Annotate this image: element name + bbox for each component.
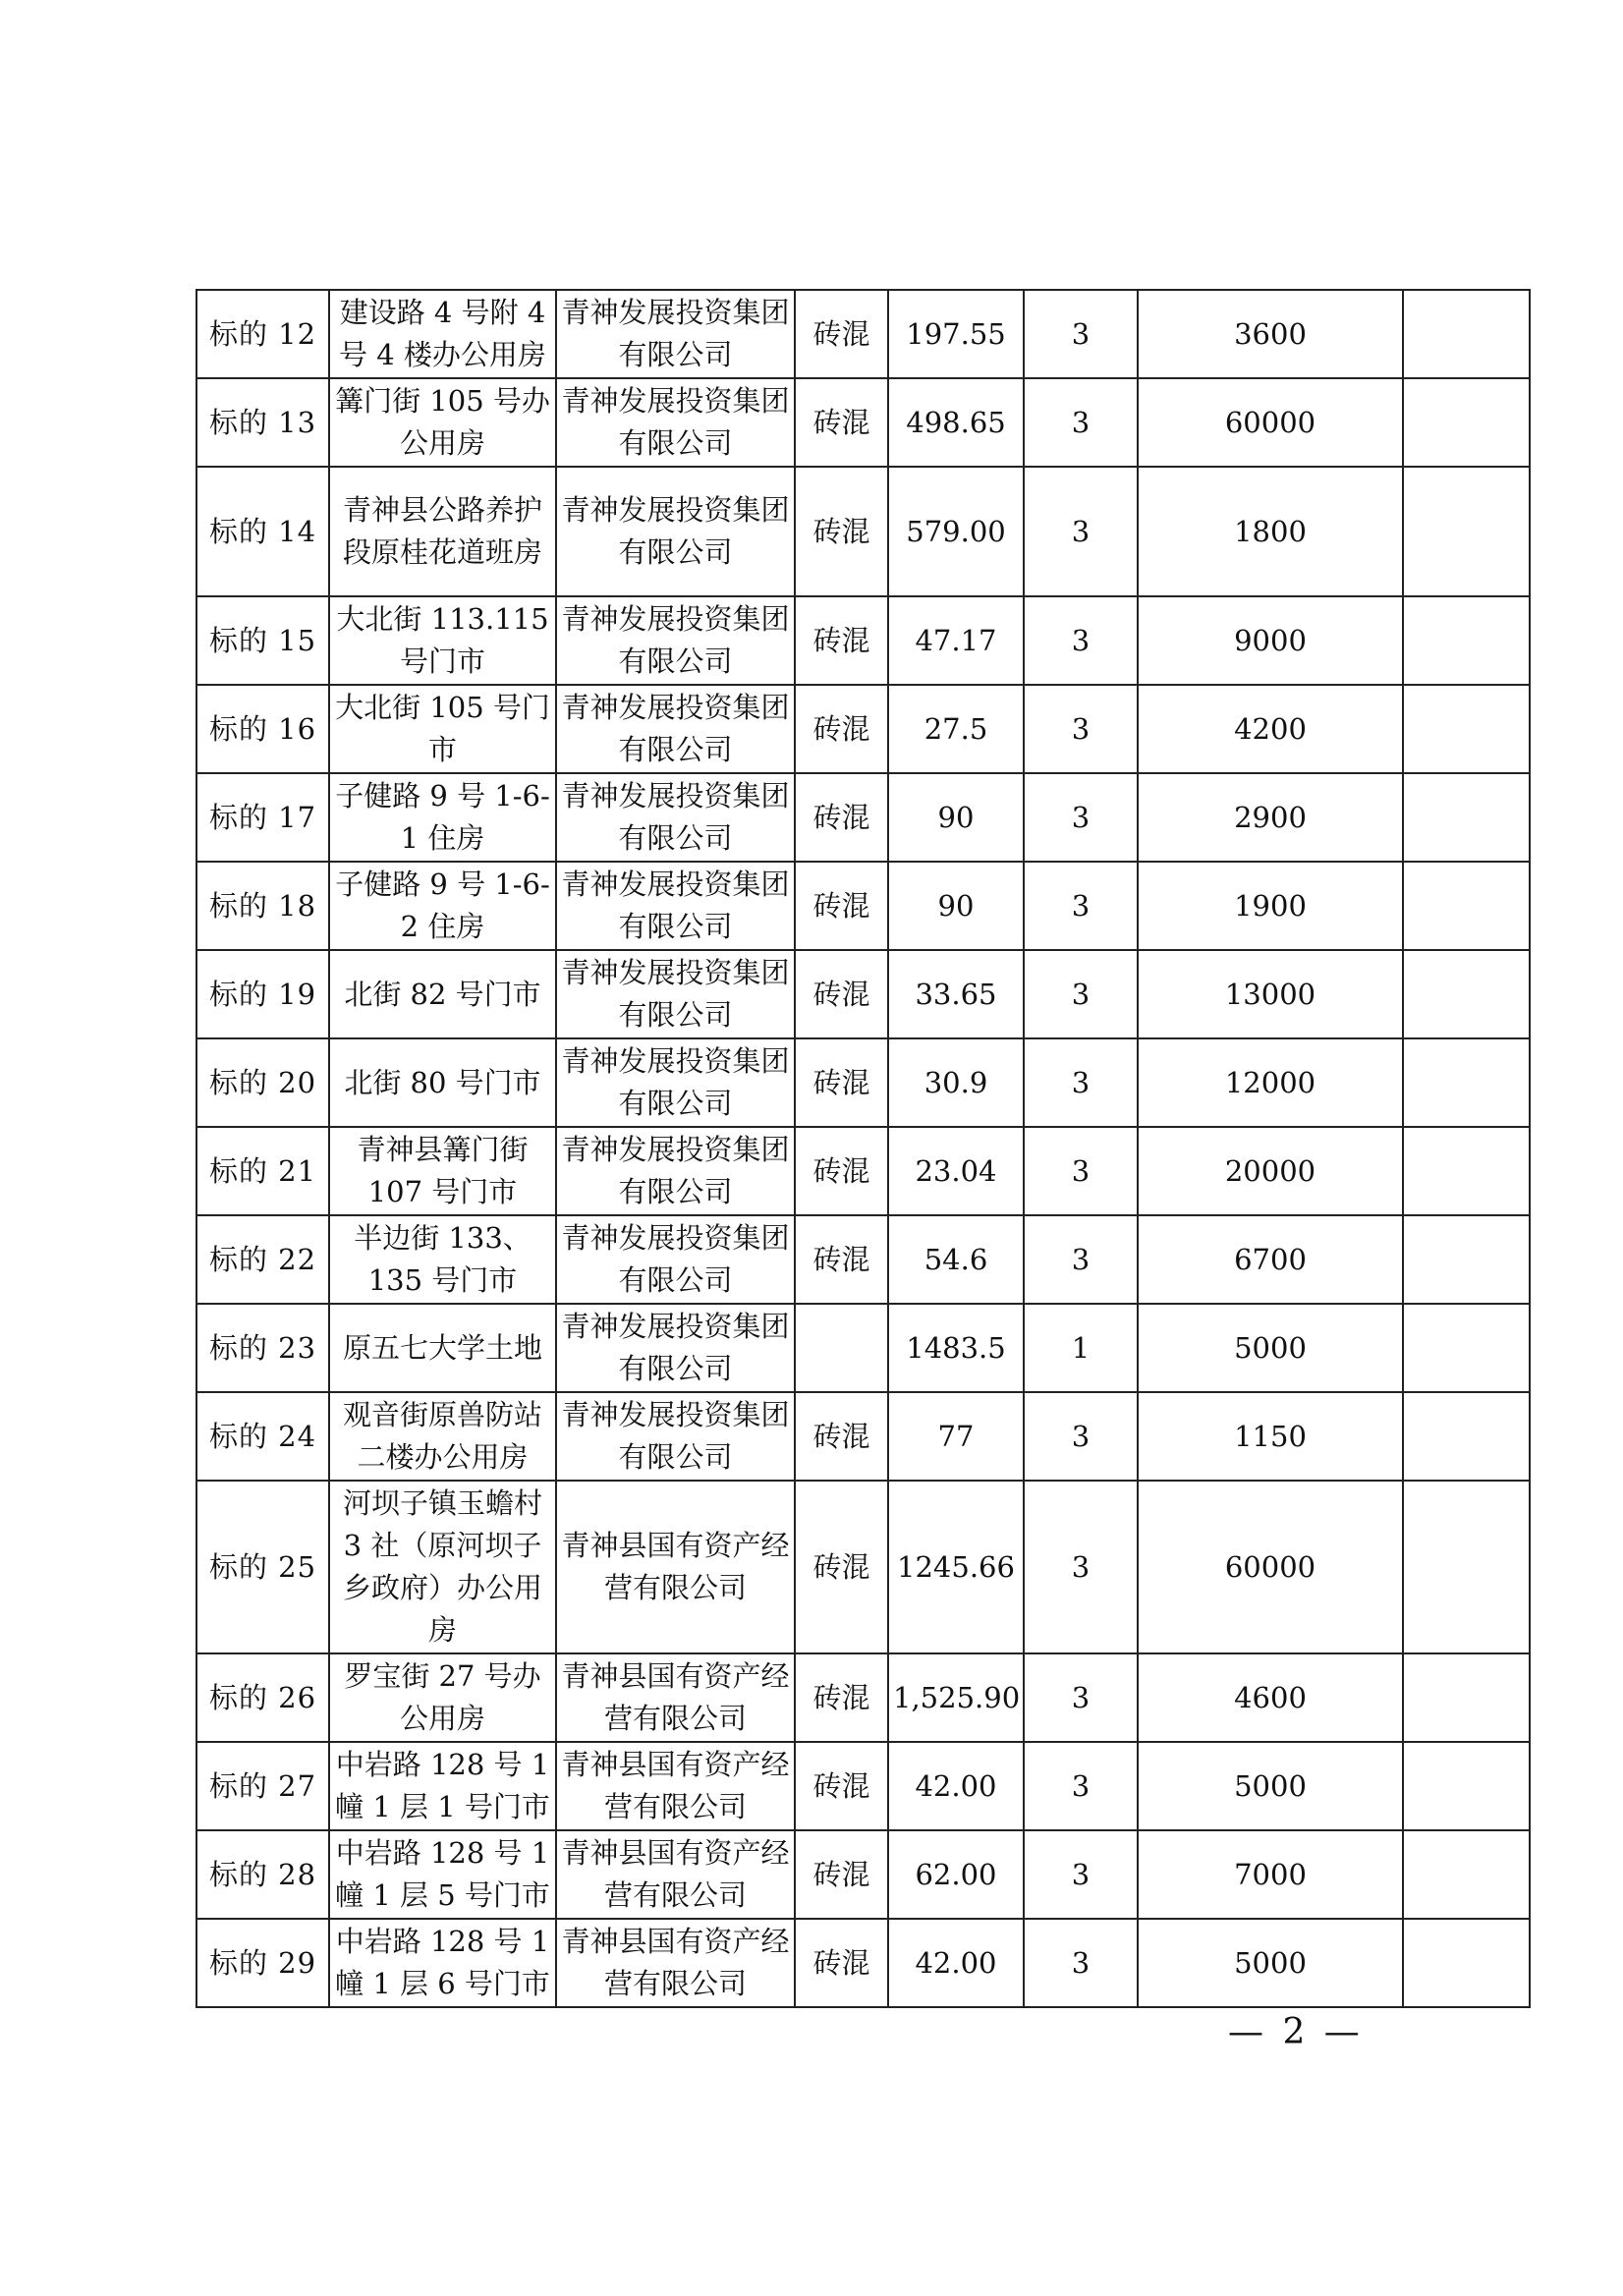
cell-years: 3: [1024, 950, 1138, 1038]
cell-owner: 青神发展投资集团有限公司: [556, 290, 795, 378]
table-row: [196, 1215, 1530, 1304]
cell-address: 中岩路 128 号 1 幢 1 层 1 号门市: [329, 1742, 556, 1830]
cell-area: 579.00: [888, 467, 1024, 596]
table-row: [196, 1481, 1530, 1653]
cell-owner: 青神发展投资集团有限公司: [556, 773, 795, 862]
cell-id: 标的 22: [196, 1215, 329, 1304]
cell-area: 1,525.90: [888, 1653, 1024, 1742]
cell-area: 197.55: [888, 290, 1024, 378]
cell-price: 3600: [1138, 290, 1403, 378]
cell-owner: 青神县国有资产经营有限公司: [556, 1481, 795, 1653]
cell-years: 3: [1024, 1481, 1138, 1653]
cell-address: 子健路 9 号 1-6-1 住房: [329, 773, 556, 862]
cell-structure: 砖混: [795, 1919, 888, 2007]
cell-note: [1403, 1919, 1530, 2007]
cell-structure: [795, 1304, 888, 1392]
cell-owner: 青神县国有资产经营有限公司: [556, 1919, 795, 2007]
cell-years: 3: [1024, 1919, 1138, 2007]
cell-years: 3: [1024, 1392, 1138, 1481]
cell-years: 3: [1024, 1127, 1138, 1215]
cell-address: 青神县篝门街 107 号门市: [329, 1127, 556, 1215]
cell-price: 4200: [1138, 685, 1403, 773]
cell-structure: 砖混: [795, 862, 888, 950]
cell-note: [1403, 1038, 1530, 1127]
cell-owner: 青神县国有资产经营有限公司: [556, 1653, 795, 1742]
cell-price: 1900: [1138, 862, 1403, 950]
cell-address: 半边街 133、135 号门市: [329, 1215, 556, 1304]
table-row: [196, 950, 1530, 1038]
cell-structure: 砖混: [795, 1653, 888, 1742]
cell-years: 3: [1024, 685, 1138, 773]
cell-structure: 砖混: [795, 685, 888, 773]
cell-price: 6700: [1138, 1215, 1403, 1304]
cell-address: 大北街 113.115 号门市: [329, 596, 556, 685]
cell-area: 54.6: [888, 1215, 1024, 1304]
cell-owner: 青神发展投资集团有限公司: [556, 1215, 795, 1304]
cell-note: [1403, 1481, 1530, 1653]
cell-address: 大北街 105 号门市: [329, 685, 556, 773]
cell-area: 90: [888, 773, 1024, 862]
cell-note: [1403, 290, 1530, 378]
cell-area: 47.17: [888, 596, 1024, 685]
cell-note: [1403, 467, 1530, 596]
cell-price: 20000: [1138, 1127, 1403, 1215]
cell-id: 标的 17: [196, 773, 329, 862]
cell-address: 原五七大学土地: [329, 1304, 556, 1392]
cell-area: 23.04: [888, 1127, 1024, 1215]
cell-address: 罗宝街 27 号办公用房: [329, 1653, 556, 1742]
cell-note: [1403, 596, 1530, 685]
cell-note: [1403, 685, 1530, 773]
cell-id: 标的 21: [196, 1127, 329, 1215]
cell-id: 标的 27: [196, 1742, 329, 1830]
cell-years: 3: [1024, 467, 1138, 596]
cell-years: 3: [1024, 1215, 1138, 1304]
cell-note: [1403, 1304, 1530, 1392]
cell-structure: 砖混: [795, 773, 888, 862]
cell-price: 7000: [1138, 1830, 1403, 1919]
page-number: — 2 —: [1228, 2012, 1364, 2052]
cell-price: 2900: [1138, 773, 1403, 862]
cell-area: 90: [888, 862, 1024, 950]
table-row: [196, 378, 1530, 467]
cell-area: 1245.66: [888, 1481, 1024, 1653]
cell-address: 北街 82 号门市: [329, 950, 556, 1038]
cell-price: 5000: [1138, 1742, 1403, 1830]
cell-area: 42.00: [888, 1919, 1024, 2007]
table-row: [196, 773, 1530, 862]
cell-structure: 砖混: [795, 290, 888, 378]
cell-owner: 青神县国有资产经营有限公司: [556, 1742, 795, 1830]
cell-area: 30.9: [888, 1038, 1024, 1127]
cell-structure: 砖混: [795, 1038, 888, 1127]
lease-table: [196, 289, 1531, 2008]
cell-note: [1403, 773, 1530, 862]
cell-id: 标的 28: [196, 1830, 329, 1919]
cell-address: 中岩路 128 号 1 幢 1 层 6 号门市: [329, 1919, 556, 2007]
cell-years: 3: [1024, 773, 1138, 862]
cell-note: [1403, 1215, 1530, 1304]
cell-note: [1403, 1127, 1530, 1215]
table-row: [196, 1392, 1530, 1481]
cell-owner: 青神发展投资集团有限公司: [556, 1038, 795, 1127]
cell-owner: 青神发展投资集团有限公司: [556, 378, 795, 467]
table-row: [196, 1742, 1530, 1830]
cell-structure: 砖混: [795, 1127, 888, 1215]
cell-price: 60000: [1138, 1481, 1403, 1653]
cell-area: 498.65: [888, 378, 1024, 467]
cell-years: 3: [1024, 1830, 1138, 1919]
table-row: [196, 596, 1530, 685]
cell-note: [1403, 1742, 1530, 1830]
table-row: [196, 1038, 1530, 1127]
cell-years: 3: [1024, 596, 1138, 685]
cell-area: 27.5: [888, 685, 1024, 773]
cell-note: [1403, 1830, 1530, 1919]
cell-id: 标的 26: [196, 1653, 329, 1742]
table-row: [196, 1919, 1530, 2007]
cell-id: 标的 23: [196, 1304, 329, 1392]
cell-id: 标的 29: [196, 1919, 329, 2007]
cell-address: 青神县公路养护段原桂花道班房: [329, 467, 556, 596]
cell-id: 标的 13: [196, 378, 329, 467]
cell-owner: 青神发展投资集团有限公司: [556, 467, 795, 596]
cell-address: 河坝子镇玉蟾村 3 社（原河坝子乡政府）办公用房: [329, 1481, 556, 1653]
cell-structure: 砖混: [795, 596, 888, 685]
cell-area: 33.65: [888, 950, 1024, 1038]
cell-id: 标的 18: [196, 862, 329, 950]
table-row: [196, 685, 1530, 773]
cell-id: 标的 15: [196, 596, 329, 685]
cell-years: 3: [1024, 290, 1138, 378]
cell-price: 1800: [1138, 467, 1403, 596]
cell-years: 3: [1024, 1038, 1138, 1127]
cell-price: 1150: [1138, 1392, 1403, 1481]
cell-structure: 砖混: [795, 1392, 888, 1481]
cell-address: 建设路 4 号附 4 号 4 楼办公用房: [329, 290, 556, 378]
cell-structure: 砖混: [795, 1481, 888, 1653]
cell-note: [1403, 1653, 1530, 1742]
cell-owner: 青神发展投资集团有限公司: [556, 1392, 795, 1481]
cell-id: 标的 20: [196, 1038, 329, 1127]
table-body: [196, 290, 1530, 2007]
cell-years: 3: [1024, 1742, 1138, 1830]
cell-id: 标的 12: [196, 290, 329, 378]
cell-id: 标的 14: [196, 467, 329, 596]
cell-structure: 砖混: [795, 1742, 888, 1830]
cell-price: 9000: [1138, 596, 1403, 685]
table-row: [196, 1653, 1530, 1742]
table-row: [196, 467, 1530, 596]
cell-price: 4600: [1138, 1653, 1403, 1742]
cell-owner: 青神县国有资产经营有限公司: [556, 1830, 795, 1919]
cell-structure: 砖混: [795, 1830, 888, 1919]
cell-address: 子健路 9 号 1-6-2 住房: [329, 862, 556, 950]
table-row: [196, 1830, 1530, 1919]
cell-address: 观音街原兽防站二楼办公用房: [329, 1392, 556, 1481]
cell-id: 标的 24: [196, 1392, 329, 1481]
cell-area: 77: [888, 1392, 1024, 1481]
table-row: [196, 1127, 1530, 1215]
cell-structure: 砖混: [795, 378, 888, 467]
cell-address: 北街 80 号门市: [329, 1038, 556, 1127]
cell-owner: 青神发展投资集团有限公司: [556, 862, 795, 950]
table-row: [196, 1304, 1530, 1392]
cell-price: 13000: [1138, 950, 1403, 1038]
cell-id: 标的 19: [196, 950, 329, 1038]
cell-price: 5000: [1138, 1304, 1403, 1392]
cell-note: [1403, 950, 1530, 1038]
cell-years: 3: [1024, 1653, 1138, 1742]
cell-owner: 青神发展投资集团有限公司: [556, 596, 795, 685]
cell-years: 1: [1024, 1304, 1138, 1392]
cell-structure: 砖混: [795, 467, 888, 596]
cell-area: 42.00: [888, 1742, 1024, 1830]
cell-years: 3: [1024, 378, 1138, 467]
cell-price: 12000: [1138, 1038, 1403, 1127]
cell-price: 60000: [1138, 378, 1403, 467]
cell-years: 3: [1024, 862, 1138, 950]
cell-id: 标的 25: [196, 1481, 329, 1653]
cell-owner: 青神发展投资集团有限公司: [556, 950, 795, 1038]
cell-address: 中岩路 128 号 1 幢 1 层 5 号门市: [329, 1830, 556, 1919]
table-row: [196, 862, 1530, 950]
cell-price: 5000: [1138, 1919, 1403, 2007]
cell-structure: 砖混: [795, 1215, 888, 1304]
cell-owner: 青神发展投资集团有限公司: [556, 1304, 795, 1392]
cell-note: [1403, 1392, 1530, 1481]
cell-owner: 青神发展投资集团有限公司: [556, 1127, 795, 1215]
cell-owner: 青神发展投资集团有限公司: [556, 685, 795, 773]
cell-structure: 砖混: [795, 950, 888, 1038]
table-row: [196, 290, 1530, 378]
cell-note: [1403, 378, 1530, 467]
cell-note: [1403, 862, 1530, 950]
cell-address: 篝门街 105 号办公用房: [329, 378, 556, 467]
cell-area: 62.00: [888, 1830, 1024, 1919]
cell-id: 标的 16: [196, 685, 329, 773]
cell-area: 1483.5: [888, 1304, 1024, 1392]
